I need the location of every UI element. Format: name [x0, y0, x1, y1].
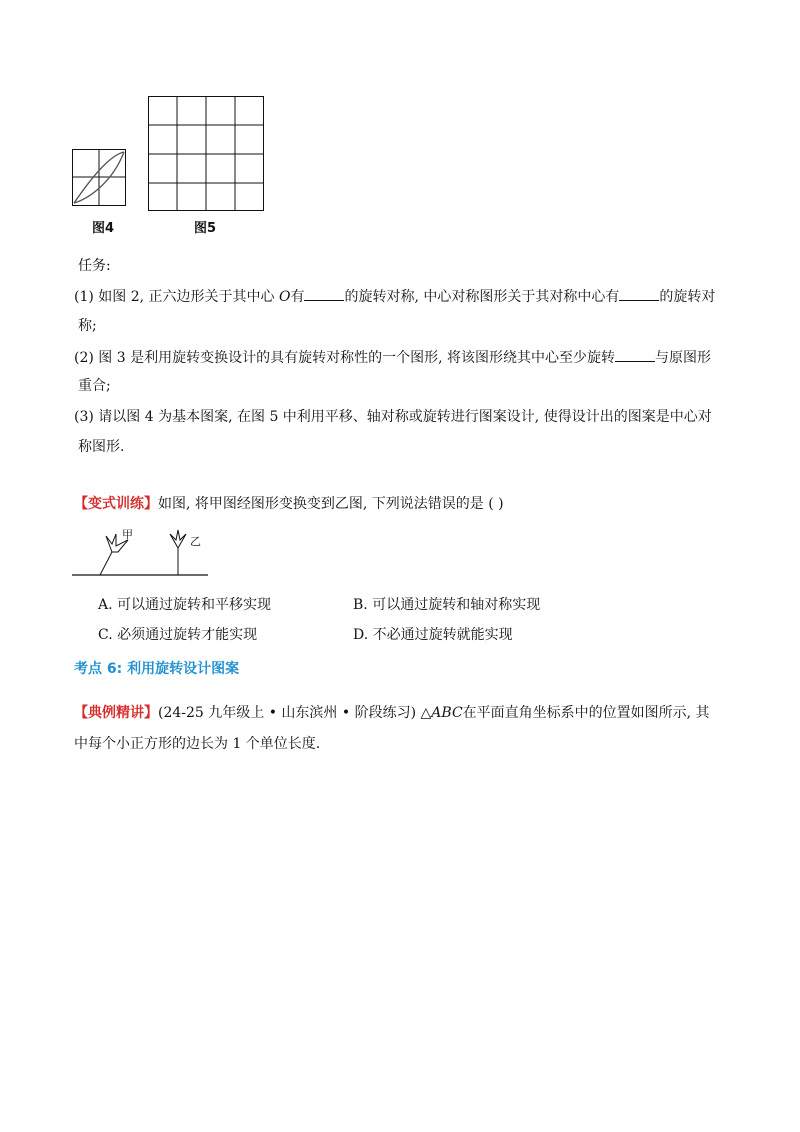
figure-5-grid [148, 96, 266, 212]
q2-text-a: (2) 图 3 是利用旋转变换设计的具有旋转对称性的一个图形, 将该图形绕其中心至少旋转 [74, 350, 615, 366]
option-c: C. 必须通过旋转才能实现 [98, 627, 258, 643]
task-q2-line1 [74, 349, 711, 365]
triangle-name: ABC [431, 705, 463, 721]
example-tag: 【典例精讲】 [74, 705, 158, 721]
label-jia: 甲 [122, 528, 133, 541]
q1-text-a: (1) 如图 2, 正六边形关于其中心 [74, 289, 279, 305]
q1-blank-1 [304, 288, 344, 301]
task-heading: 任务: [78, 258, 111, 274]
variant-tag: 【变式训练】 [74, 496, 158, 512]
option-d: D. 不必通过旋转就能实现 [353, 627, 513, 643]
figure-5-caption: 图5 [194, 221, 217, 236]
q1-center-o: O [279, 289, 291, 305]
figure-4-caption: 图4 [92, 221, 115, 236]
q1-text-c: 的旋转对称, 中心对称图形关于其对称中心有 [344, 289, 620, 305]
figure-4 [72, 149, 127, 207]
section-title: 考点 6: 利用旋转设计图案 [74, 661, 240, 677]
option-b: B. 可以通过旋转和轴对称实现 [353, 597, 541, 613]
task-q3-line2: 称图形. [78, 439, 125, 455]
option-a: A. 可以通过旋转和平移实现 [98, 597, 272, 613]
q2-blank [615, 349, 655, 362]
task-q3-line1: (3) 请以图 4 为基本图案, 在图 5 中利用平移、轴对称或旋转进行图案设计, 使得设计出的图案是中心对 [74, 409, 712, 425]
task-q1-line1 [74, 288, 715, 304]
example-line2: 中每个小正方形的边长为 1 个单位长度. [74, 736, 321, 752]
task-q1-line2: 称; [78, 318, 97, 334]
triangle-symbol: △ [420, 705, 432, 721]
example-source: (24-25 九年级上 • 山东滨州 • 阶段练习) [158, 705, 421, 721]
q1-text-d: 的旋转对 [659, 289, 716, 305]
q1-blank-2 [619, 288, 659, 301]
example-line1 [74, 706, 710, 720]
q1-text-b: 有 [290, 289, 305, 305]
example-text-1: 在平面直角坐标系中的位置如图所示, 其 [462, 705, 710, 721]
variant-question: 如图, 将甲图经图形变换变到乙图, 下列说法错误的是 ( ) [158, 496, 504, 512]
variant-figure [72, 522, 212, 580]
label-yi: 乙 [190, 535, 201, 548]
task-q2-line2: 重合; [78, 378, 111, 394]
variant-question-line [74, 497, 504, 511]
q2-text-b: 与原图形 [655, 350, 711, 366]
